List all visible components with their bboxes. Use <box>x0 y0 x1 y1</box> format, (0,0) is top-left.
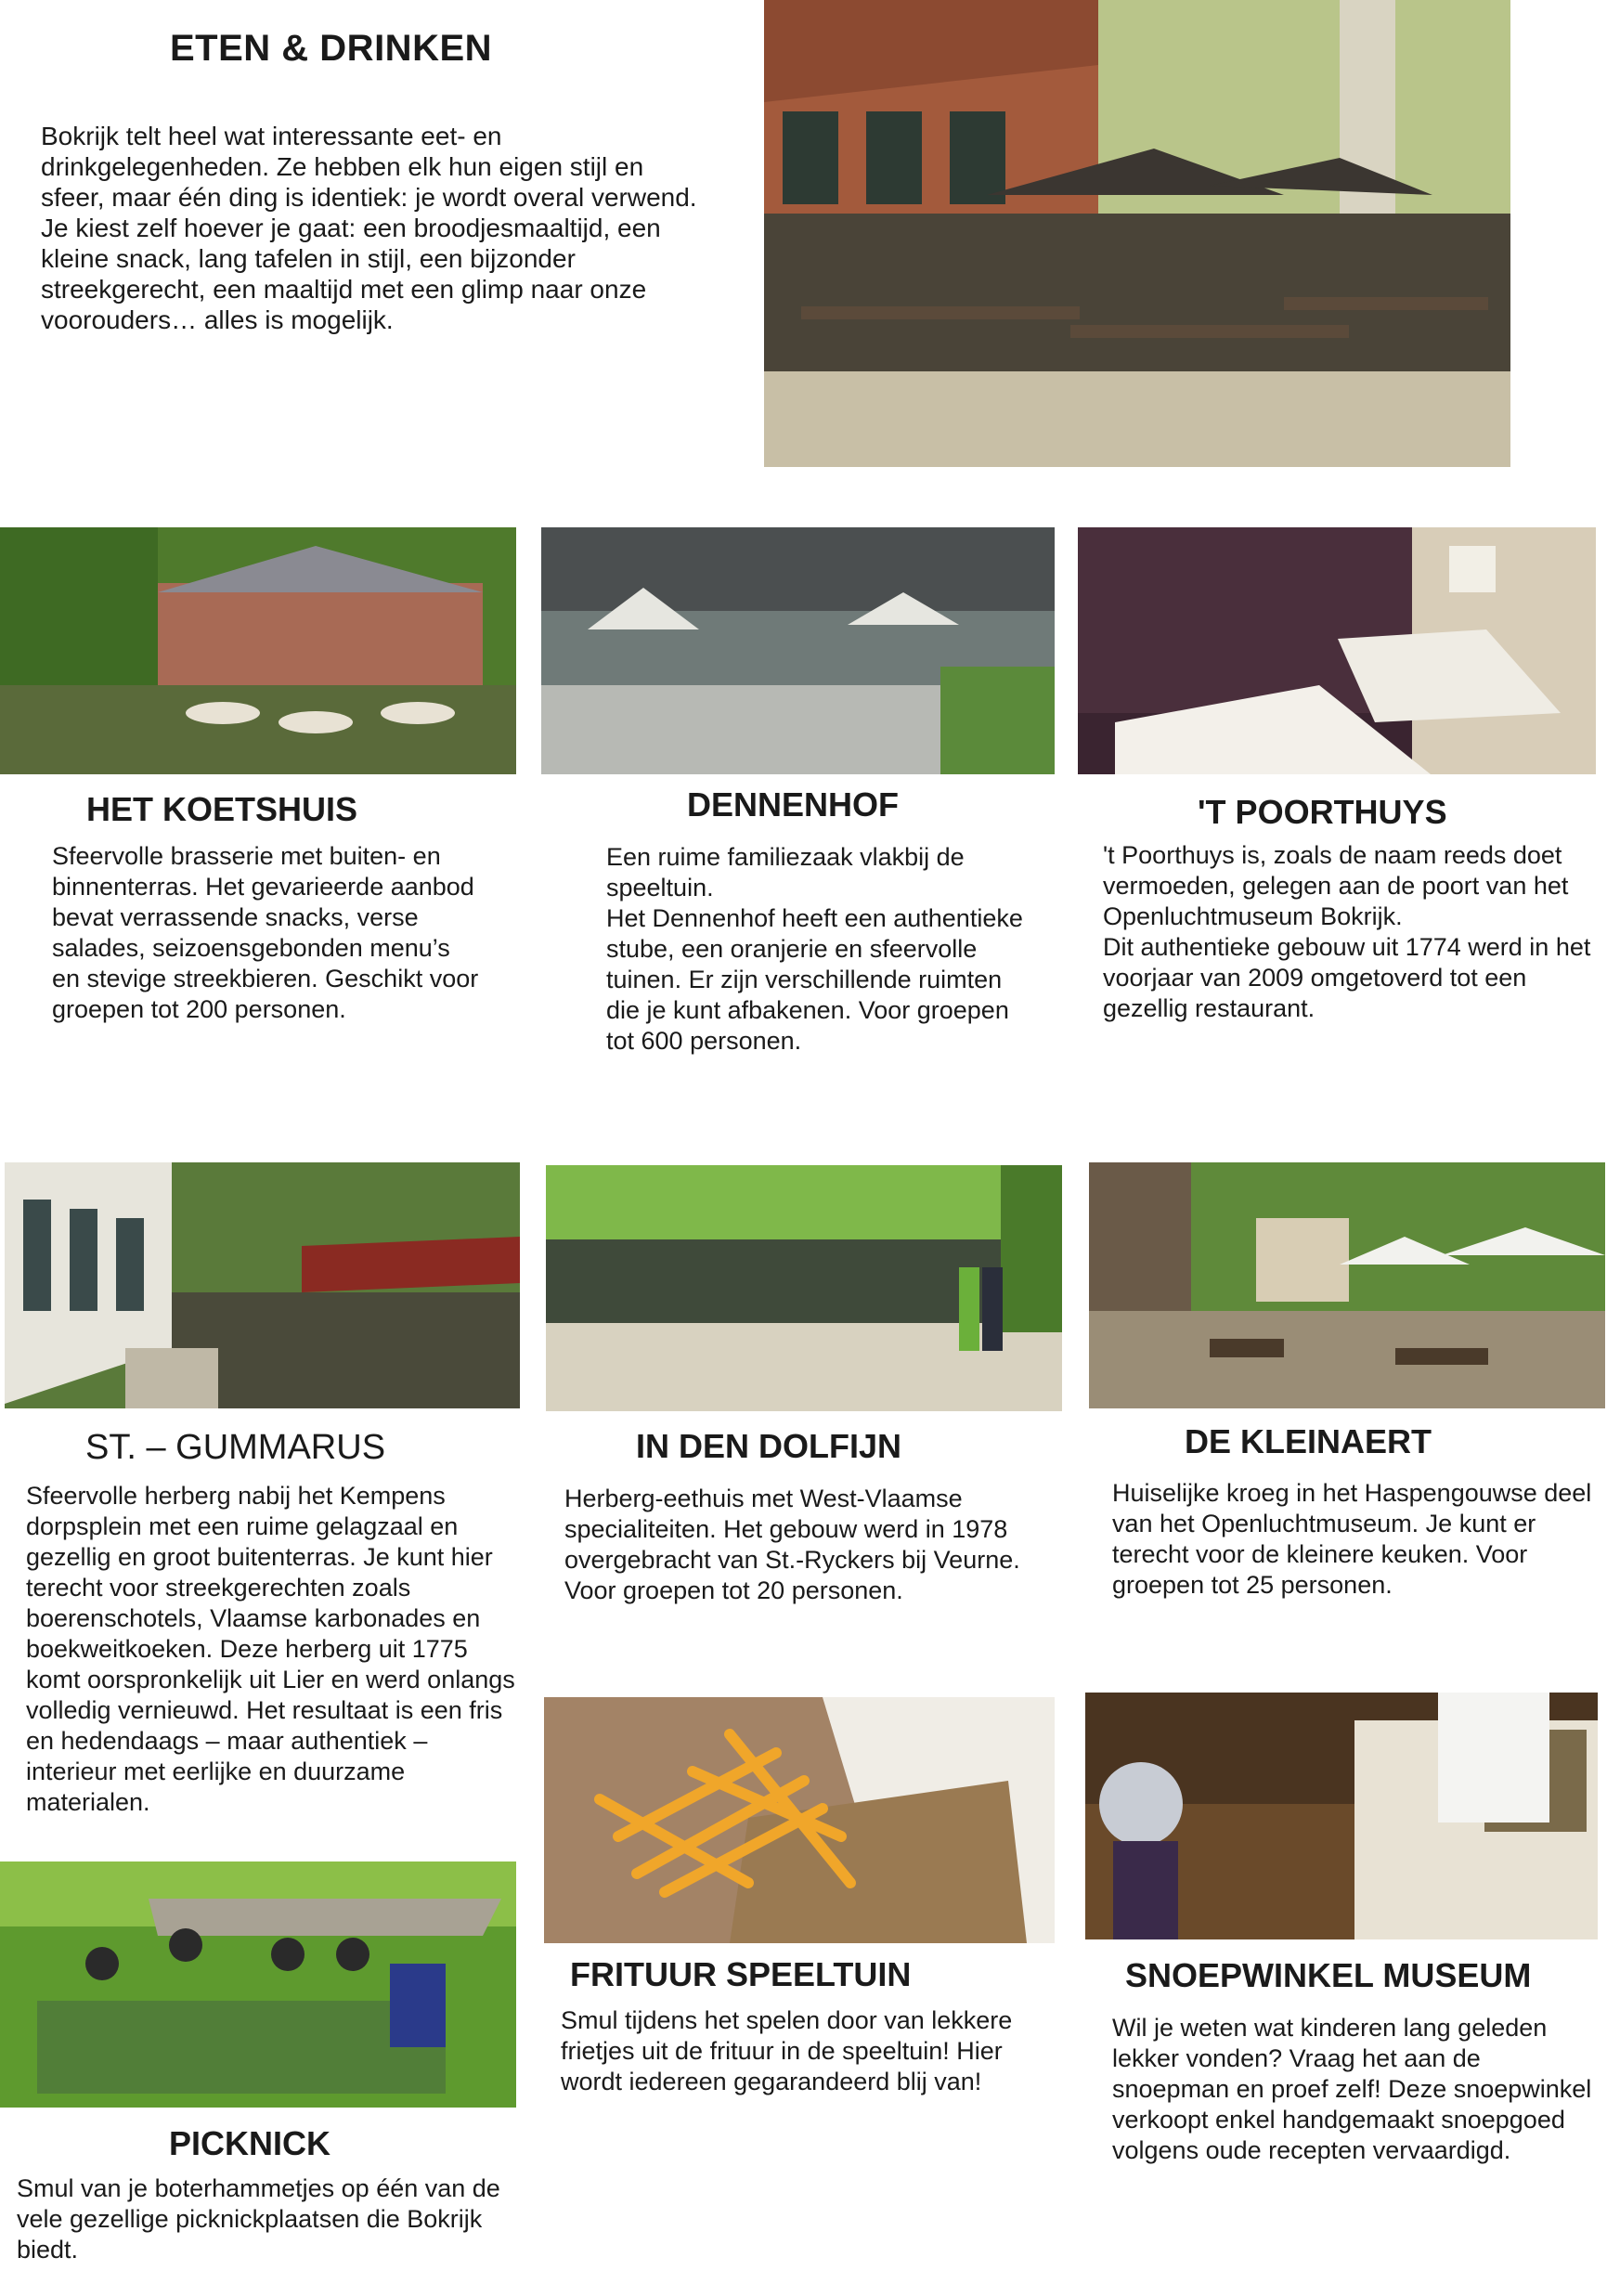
de-kleinaert-photo <box>1089 1162 1605 1408</box>
picknick-photo <box>0 1861 516 2108</box>
frituur-speeltuin-title: FRITUUR SPEELTUIN <box>570 1955 912 1993</box>
in-den-dolfijn-description: Herberg-eethuis met West-Vlaamse specialiteiten. Het gebouw werd in 1978 overgebracht van St.-Ryckers bij Veurne. Voor groepen tot 20 personen. <box>564 1485 1020 1604</box>
page-title: ETEN & DRINKEN <box>170 28 493 69</box>
t-poorthuys-title: 'T POORTHUYS <box>1198 793 1447 831</box>
st-gummarus-title: ST. – GUMMARUS <box>85 1428 386 1467</box>
frituur-speeltuin-photo <box>544 1697 1055 1943</box>
hero-terrace-photo <box>764 0 1510 467</box>
t-poorthuys-photo <box>1078 527 1596 774</box>
in-den-dolfijn-title: IN DEN DOLFIJN <box>636 1427 902 1465</box>
st-gummarus-description: Sfeervolle herberg nabij het Kempens dorpsplein met een ruime gelagzaal en gezellig en groot buitenterras. Je kunt hier terecht voor streekgerechten zoals boerenschotels, Vlaamse karbonades en boekweitkoeken. Deze herberg uit 1775 komt oorspronkelijk uit Lier en werd onlangs volledig vernieuwd. Het resultaat is een fris en hedendaags – maar authentiek – interieur met eerlijke en duurzame materialen. <box>26 1482 515 1816</box>
het-koetshuis-description: Sfeervolle brasserie met buiten- en binnenterras. Het gevarieerde aanbod bevat verrassende snacks, verse salades, seizoensgebonden menu’s en stevige streekbieren. Geschikt voor groepen tot 200 personen. <box>52 842 479 1023</box>
picknick-description: Smul van je boterhammetjes op één van de vele gezellige picknickplaatsen die Bokrijk biedt. <box>17 2174 500 2264</box>
st-gummarus-photo <box>5 1162 520 1408</box>
de-kleinaert-description: Huiselijke kroeg in het Haspengouwse deel van het Openluchtmuseum. Je kunt er terecht voor de kleinere keuken. Voor groepen tot 25 personen. <box>1112 1479 1592 1599</box>
dennenhof-title: DENNENHOF <box>687 785 900 824</box>
de-kleinaert-title: DE KLEINAERT <box>1185 1422 1432 1460</box>
t-poorthuys-description: 't Poorthuys is, zoals de naam reeds doet vermoeden, gelegen aan de poort van het Openluchtmuseum Bokrijk. Dit authentieke gebouw uit 1774 werd in het voorjaar van 2009 omgetoverd tot een gezellig restaurant. <box>1103 841 1591 1022</box>
intro-text: Bokrijk telt heel wat interessante eet- en drinkgelegenheden. Ze hebben elk hun eigen stijl en sfeer, maar één ding is identiek: je wordt overal verwend. Je kiest zelf hoever je gaat: een broodjesmaaltijd, een kleine snack, lang tafelen in stijl, een bijzonder streekgerecht, een maaltijd met een glimp naar onze voorouders… alles is mogelijk. <box>41 122 697 334</box>
in-den-dolfijn-photo <box>546 1165 1062 1411</box>
het-koetshuis-photo <box>0 527 516 774</box>
het-koetshuis-title: HET KOETSHUIS <box>86 790 358 828</box>
frituur-speeltuin-description: Smul tijdens het spelen door van lekkere frietjes uit de frituur in de speeltuin! Hier wordt iedereen gegarandeerd blij van! <box>561 2006 1013 2095</box>
snoepwinkel-museum-title: SNOEPWINKEL MUSEUM <box>1125 1956 1532 1994</box>
snoepwinkel-museum-photo <box>1085 1693 1598 1939</box>
dennenhof-photo <box>541 527 1055 774</box>
snoepwinkel-museum-description: Wil je weten wat kinderen lang geleden lekker vonden? Vraag het aan de snoepman en proef zelf! Deze snoepwinkel verkoopt enkel handgemaakt snoepgoed volgens oude recepten vervaardigd. <box>1112 2014 1592 2164</box>
picknick-title: PICKNICK <box>169 2124 331 2162</box>
dennenhof-description: Een ruime familiezaak vlakbij de speeltuin. Het Dennenhof heeft een authentieke stube, een oranjerie en sfeervolle tuinen. Er zijn verschillende ruimten die je kunt afbakenen. Voor groepen tot 600 personen. <box>606 843 1023 1055</box>
